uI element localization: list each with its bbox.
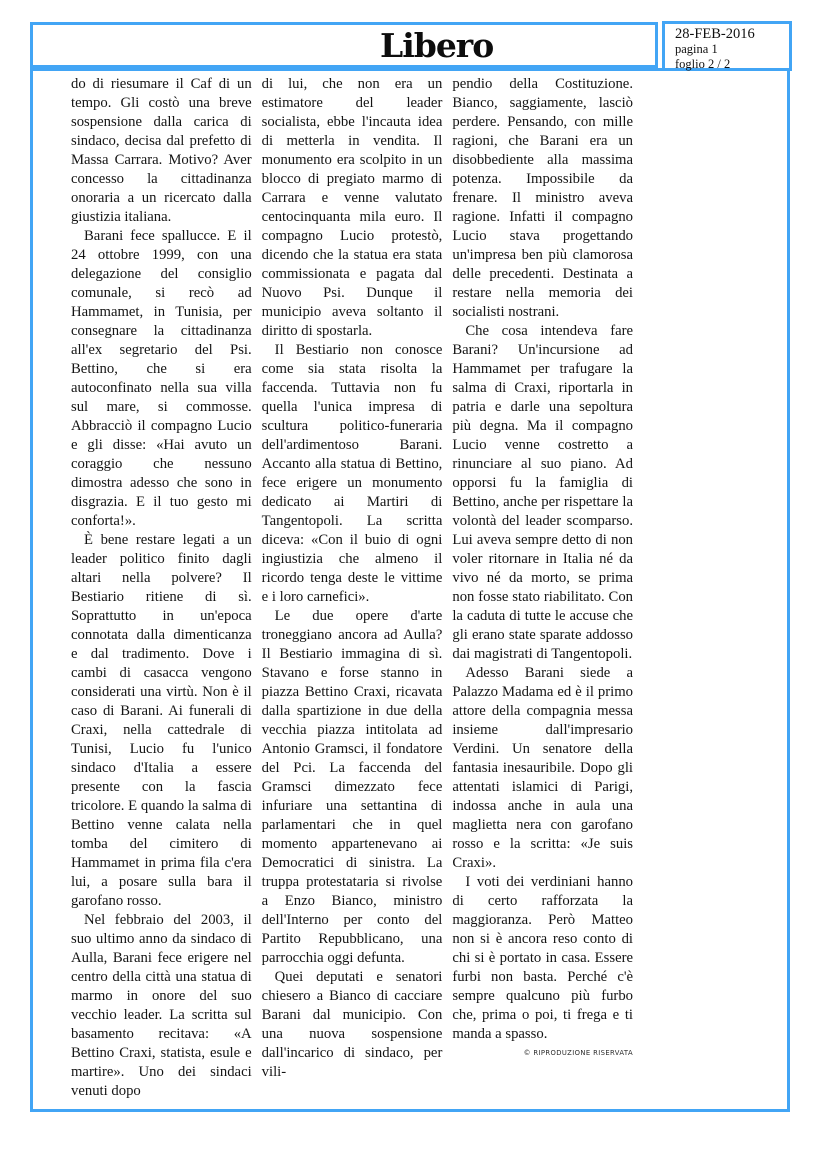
paragraph: Il Bestiario non conosce come sia stata risolta la faccenda. Tuttavia non fu quella l'unica impresa di scultura politico-funeraria dell'ardimentoso Barani. Accanto alla statua di Bettino, fece erigere un monumento dedicato ai Martiri di Tangentopoli. La scritta diceva: «Con il buio di ogni ingiustizia che almeno il ricordo tenga deste le vittime e i loro carnefici». — [261, 342, 443, 605]
clipping-page-label: pagina 1 — [675, 42, 718, 56]
paragraph: Nel febbraio del 2003, il suo ultimo anno da sindaco di Aulla, Barani fece erigere nel centro della città una statua di marmo in onore del suo vecchio leader. La scritta sul basamento recitava: «A Bettino Craxi, statista, esule e martire». Uno dei sindaci venuti dopo — [71, 912, 252, 1099]
paragraph: Barani fece spallucce. E il 24 ottobre 1999, con una delegazione del consiglio comunale, si recò ad Hammamet, in Tunisia, per consegnare la cittadinanza all'ex segretario del Psi. Bettino, che si era autoconfinato nella sua villa sul mare, si commosse. Abbracciò il compagno Lucio e gli disse: «Hai avuto un coraggio che nessuno dimostra adesso che sono in disgrazia. E il tuo gesto mi conforta!». — [71, 228, 252, 529]
paragraph: Quei deputati e senatori chiesero a Bianco di cacciare Barani dal municipio. Con una nuova sospensione dall'incarico di sindaco, per vili- — [261, 969, 443, 1080]
paragraph: Le due opere d'arte troneggiano ancora ad Aulla? Il Bestiario immagina di sì. Stavano e forse stanno in piazza Bettino Craxi, ricavata dalla spartizione in due della vecchia piazza intitolata ad Antonio Gramsci, il fondatore del Pci. La faccenda del Gramsci dimezzato fece infuriare una settantina di parlamentari che in quel momento appartenevano ai Democratici di sinistra. La truppa protestataria si rivolse a Enzo Bianco, ministro dell'Interno per conto del Partito Repubblicano, una parrocchia oggi defunta. — [261, 608, 443, 966]
clipping-info-box — [662, 21, 792, 71]
paragraph: pendio della Costituzione. Bianco, saggiamente, lasciò perdere. Pensando, con mille ragioni, che Barani era un disobbediente alla massima potenza. Impossibile da frenare. Il ministro aveva ragione. Infatti il compagno Lucio stava progettando un'impresa ben più clamorosa delle precedenti. Destinata a restare nella memoria dei socialisti nostrani. — [452, 76, 634, 320]
article-columns — [71, 75, 633, 1101]
article-box — [30, 68, 790, 1112]
paragraph: Che cosa intendeva fare Barani? Un'incursione ad Hammamet per trafugare la salma di Craxi, riportarla in patria e darle una sepoltura più degna. Ma il compagno Lucio venne costretto a rinunciare al suo piano. Ad opporsi fu la famiglia di Bettino, anche per rispettare la volontà del leader scomparso. Lui aveva sempre detto di non voler ritornare in Italia né da vivo né da morto, se prima non fosse stato riabilitato. Con la caduta di tutte le accuse che gli erano state sparate addosso dai magistrati di Tangentopoli. — [452, 323, 634, 662]
article-column-2 — [262, 75, 443, 1101]
clipping-date: 28-FEB-2016 — [675, 26, 755, 42]
paragraph: do di riesumare il Caf di un tempo. Gli costò una breve sospensione dalla carica di sindaco, decisa dal prefetto di Massa Carrara. Motivo? Aver concesso la cittadinanza onoraria a un ricercato dalla giustizia italiana. — [71, 76, 252, 225]
copyright-notice: © RIPRODUZIONE RISERVATA — [523, 1049, 634, 1057]
article-column-1 — [71, 75, 252, 1101]
paragraph: Adesso Barani siede a Palazzo Madama ed è il primo attore della compagnia messa insieme dall'impresario Verdini. Un senatore della fantasia inesauribile. Dopo gli attentati islamici di Parigi, indossa anche in aula una maglietta nera con garofano rosso e la scritta: «Je suis Craxi». — [452, 665, 634, 871]
article-column-3 — [452, 75, 633, 1101]
newspaper-logo: Libero — [380, 25, 494, 65]
clipping-sheet-label: foglio 2 / 2 — [675, 56, 731, 71]
paragraph: È bene restare legati a un leader politico finito dagli altari nella polvere? Il Bestiario ritiene di sì. Soprattutto in un'epoca connotata dalla dimenticanza e dal tradimento. Dove i cambi di casacca vengono considerati una virtù. Non è il caso di Barani. Ai funerali di Craxi, nella cattedrale di Tunisi, Lucio fu l'unico sindaco d'Italia a essere presente con la fascia tricolore. E quando la salma di Bettino venne calata nella tomba del cimitero di Hammamet in prima fila c'era lui, a posare sulla bara il garofano rosso. — [71, 532, 252, 909]
paragraph: di lui, che non era un estimatore del leader socialista, ebbe l'incauta idea di metterla in vendita. Il monumento era scolpito in un blocco di pregiato marmo di Carrara e venne valutato centocinquanta mila euro. Il compagno Lucio protestò, dicendo che la statua era stata commissionata e pagata dal Nuovo Psi. Dunque il municipio aveva soltanto il diritto di spostarla. — [261, 76, 443, 339]
paragraph: I voti dei verdiniani hanno di certo rafforzata la maggioranza. Però Matteo non si è ancora reso conto di chi si è portato in casa. Essere furbi non basta. Perché c'è sempre qualcuno più furbo che, prima o poi, ti frega e ti manda a spasso. — [452, 874, 634, 1042]
masthead-box — [30, 22, 658, 68]
